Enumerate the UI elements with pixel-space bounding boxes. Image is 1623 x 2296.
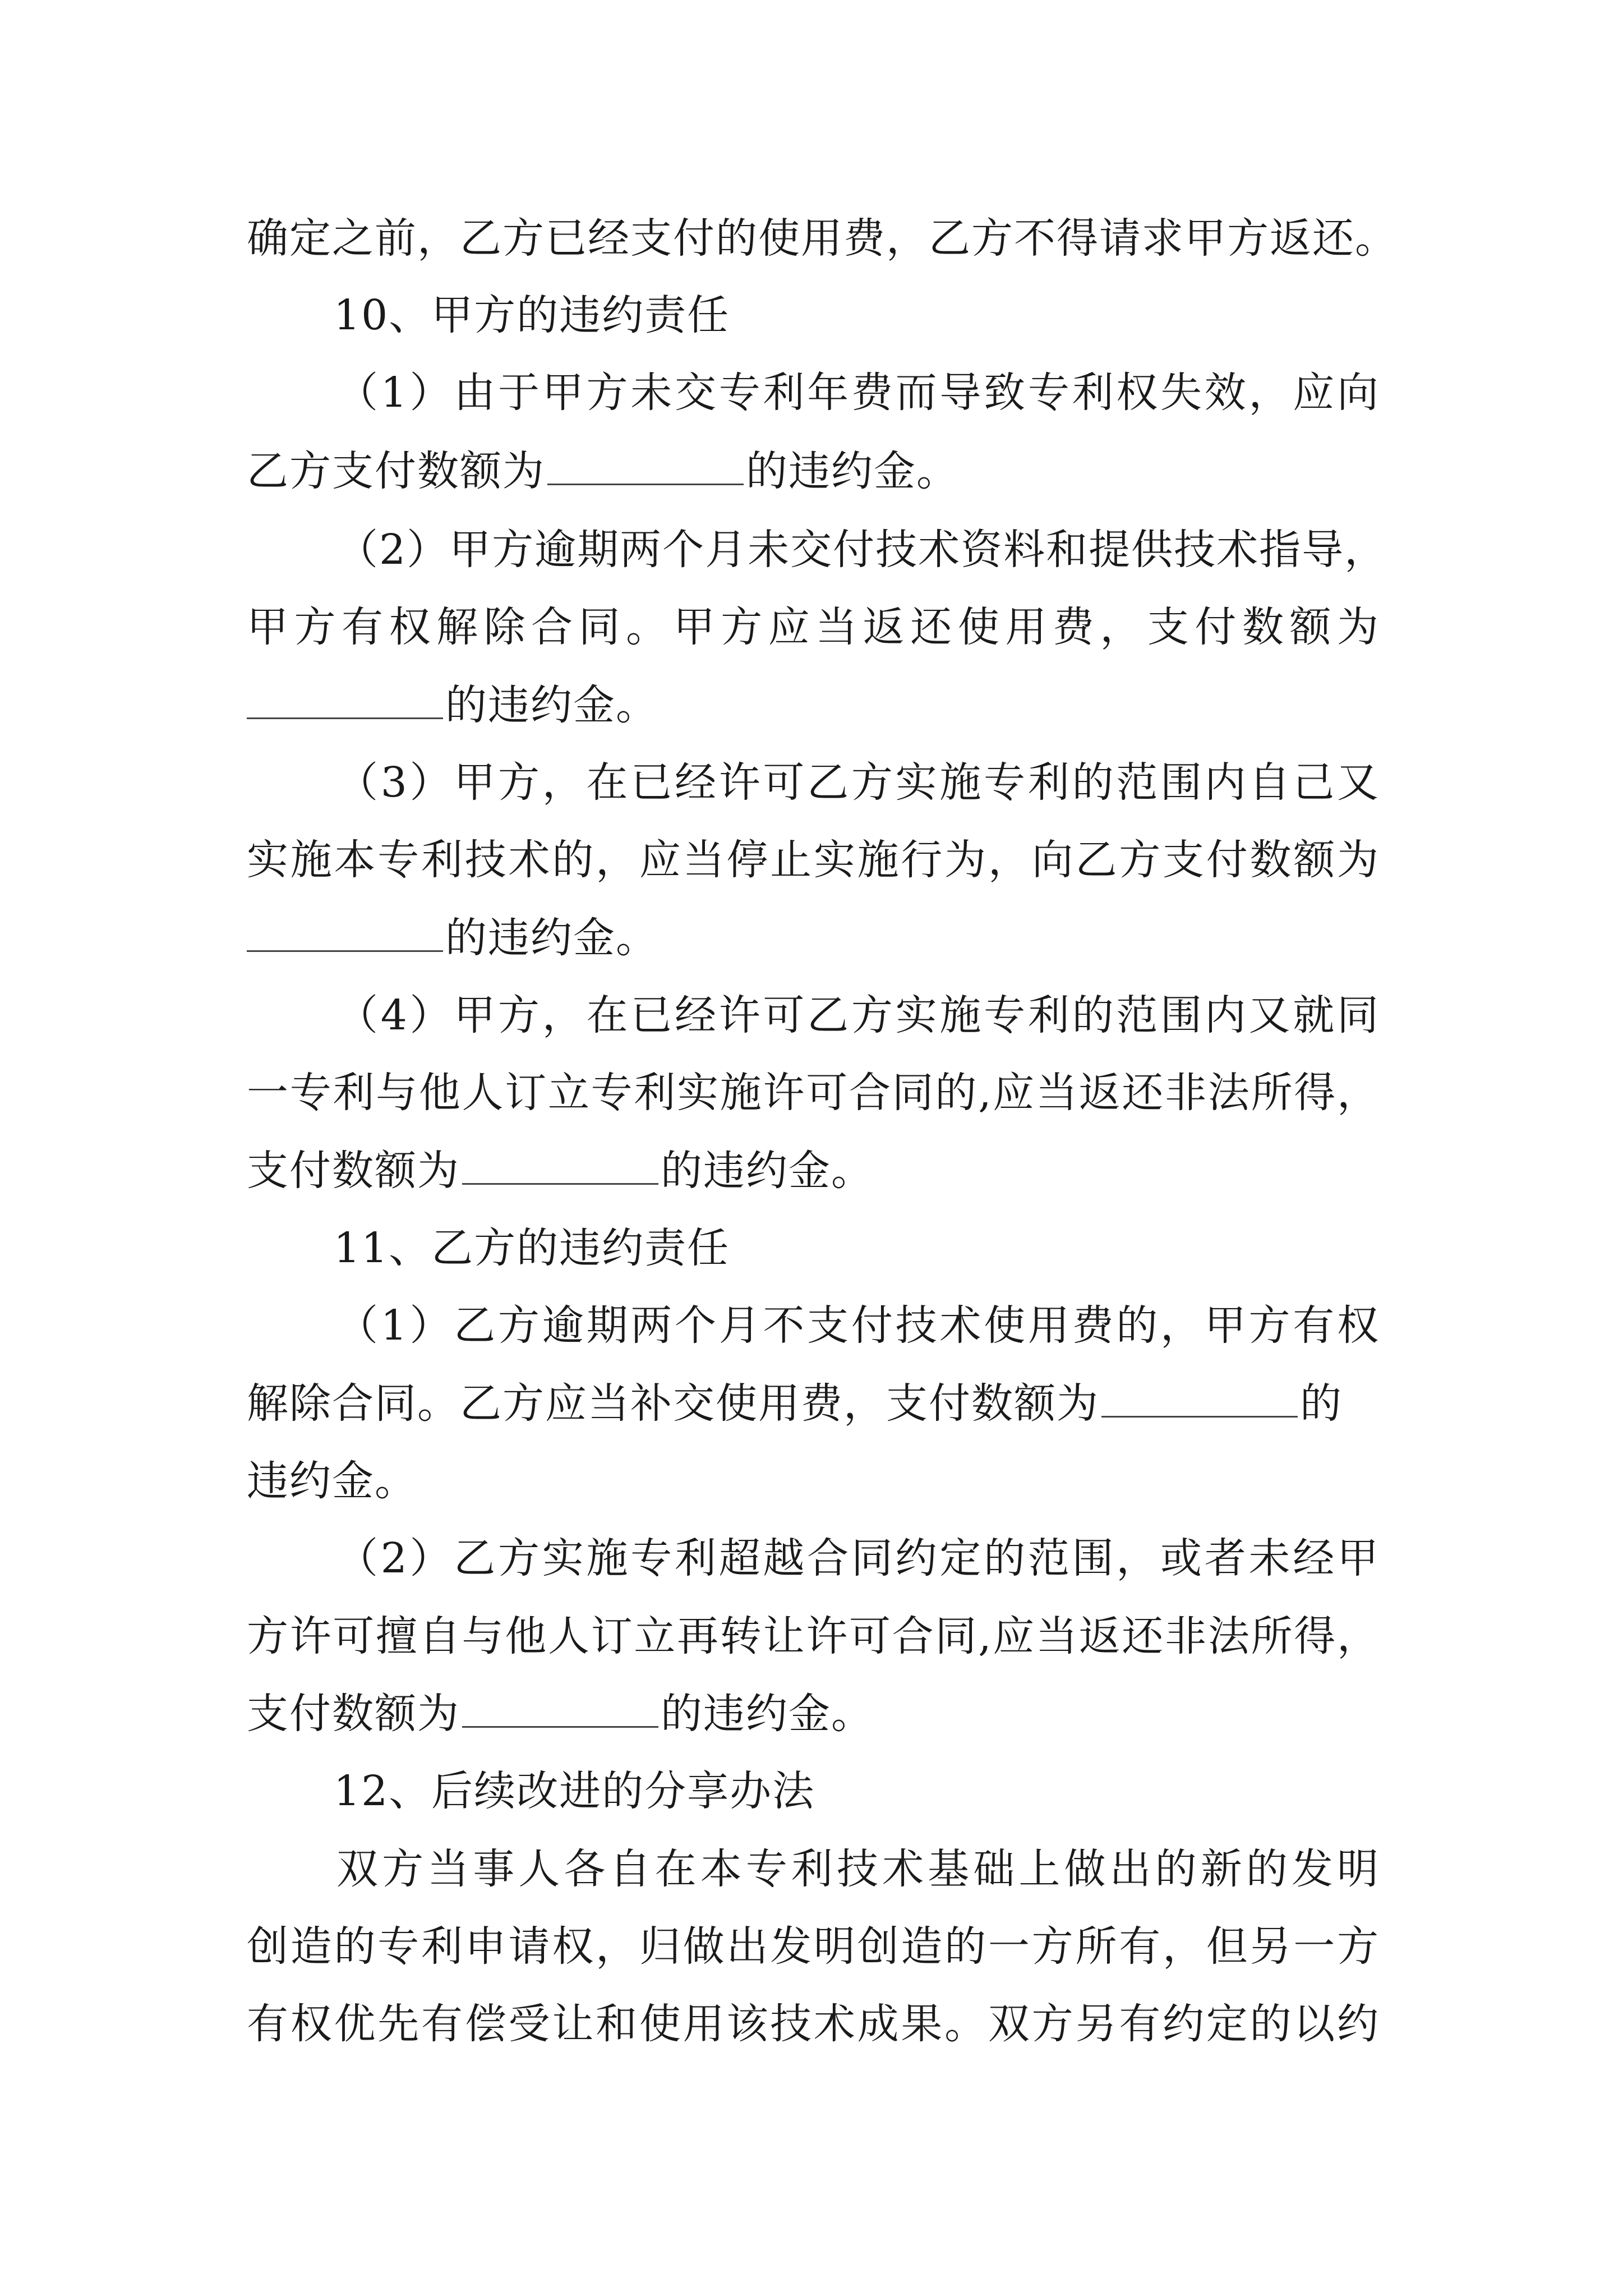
text-line-with-blank [247,1686,874,1742]
text-line: 双方当事人各自在本专利技术基础上做出的新的发明 [336,1845,1380,1893]
text-line: 甲方有权解除合同。甲方应当返还使用费，支付数额为 [247,603,1380,651]
text-line: 有权优先有偿受让和使用该技术成果。双方另有约定的以约 [247,2000,1380,2048]
text-line: （2）甲方逾期两个月未交付技术资料和提供技术指导， [336,526,1387,574]
text-segment: 的违约金。 [661,1690,874,1738]
text-line-with-blank [247,677,658,733]
text-line: （1）由于甲方未交专利年费而导致专利权失效，应向 [336,369,1380,417]
section-heading-12: 12、后续改进的分享办法 [334,1767,815,1815]
fill-in-blank [1101,1377,1298,1418]
text-line: （3）甲方，在已经许可乙方实施专利的范围内自己又 [336,758,1380,807]
fill-in-blank [462,1687,658,1728]
text-line: （4）甲方，在已经许可乙方实施专利的范围内又就同 [336,991,1380,1039]
text-line: （1）乙方逾期两个月不支付技术使用费的，甲方有权 [336,1301,1380,1350]
text-line: （2）乙方实施专利超越合同约定的范围，或者未经甲 [336,1534,1380,1582]
fill-in-blank [247,678,443,719]
text-segment: 解除合同。乙方应当补交使用费，支付数额为 [247,1379,1099,1428]
section-heading-10: 10、甲方的违约责任 [334,291,730,339]
text-line: 方许可擅自与他人订立再转让许可合同,应当返还非法所得， [247,1612,1380,1660]
text-line: 确定之前，乙方已经支付的使用费，乙方不得请求甲方返还。 [247,214,1398,263]
fill-in-blank [247,911,443,952]
text-line: 实施本专利技术的，应当停止实施行为，向乙方支付数额为 [247,836,1380,884]
text-segment: 的违约金。 [445,681,658,729]
text-segment: 支付数额为 [247,1147,460,1195]
text-line: 违约金。 [247,1457,417,1505]
text-line-with-blank [247,910,658,966]
text-line-with-blank [247,1375,1343,1432]
fill-in-blank [547,444,744,485]
text-segment: 的违约金。 [661,1147,874,1195]
text-segment: 的违约金。 [445,914,658,962]
text-segment: 支付数额为 [247,1690,460,1738]
text-segment: 的违约金。 [746,447,959,495]
text-line-with-blank [247,1143,874,1199]
text-line: 创造的专利申请权，归做出发明创造的一方所有，但另一方 [247,1922,1380,1971]
text-line-with-blank [247,443,959,499]
section-heading-11: 11、乙方的违约责任 [334,1224,730,1272]
text-segment: 乙方支付数额为 [247,447,545,495]
text-line: 一专利与他人订立专利实施许可合同的,应当返还非法所得， [247,1069,1380,1117]
text-segment: 的 [1300,1379,1343,1428]
fill-in-blank [462,1144,658,1185]
